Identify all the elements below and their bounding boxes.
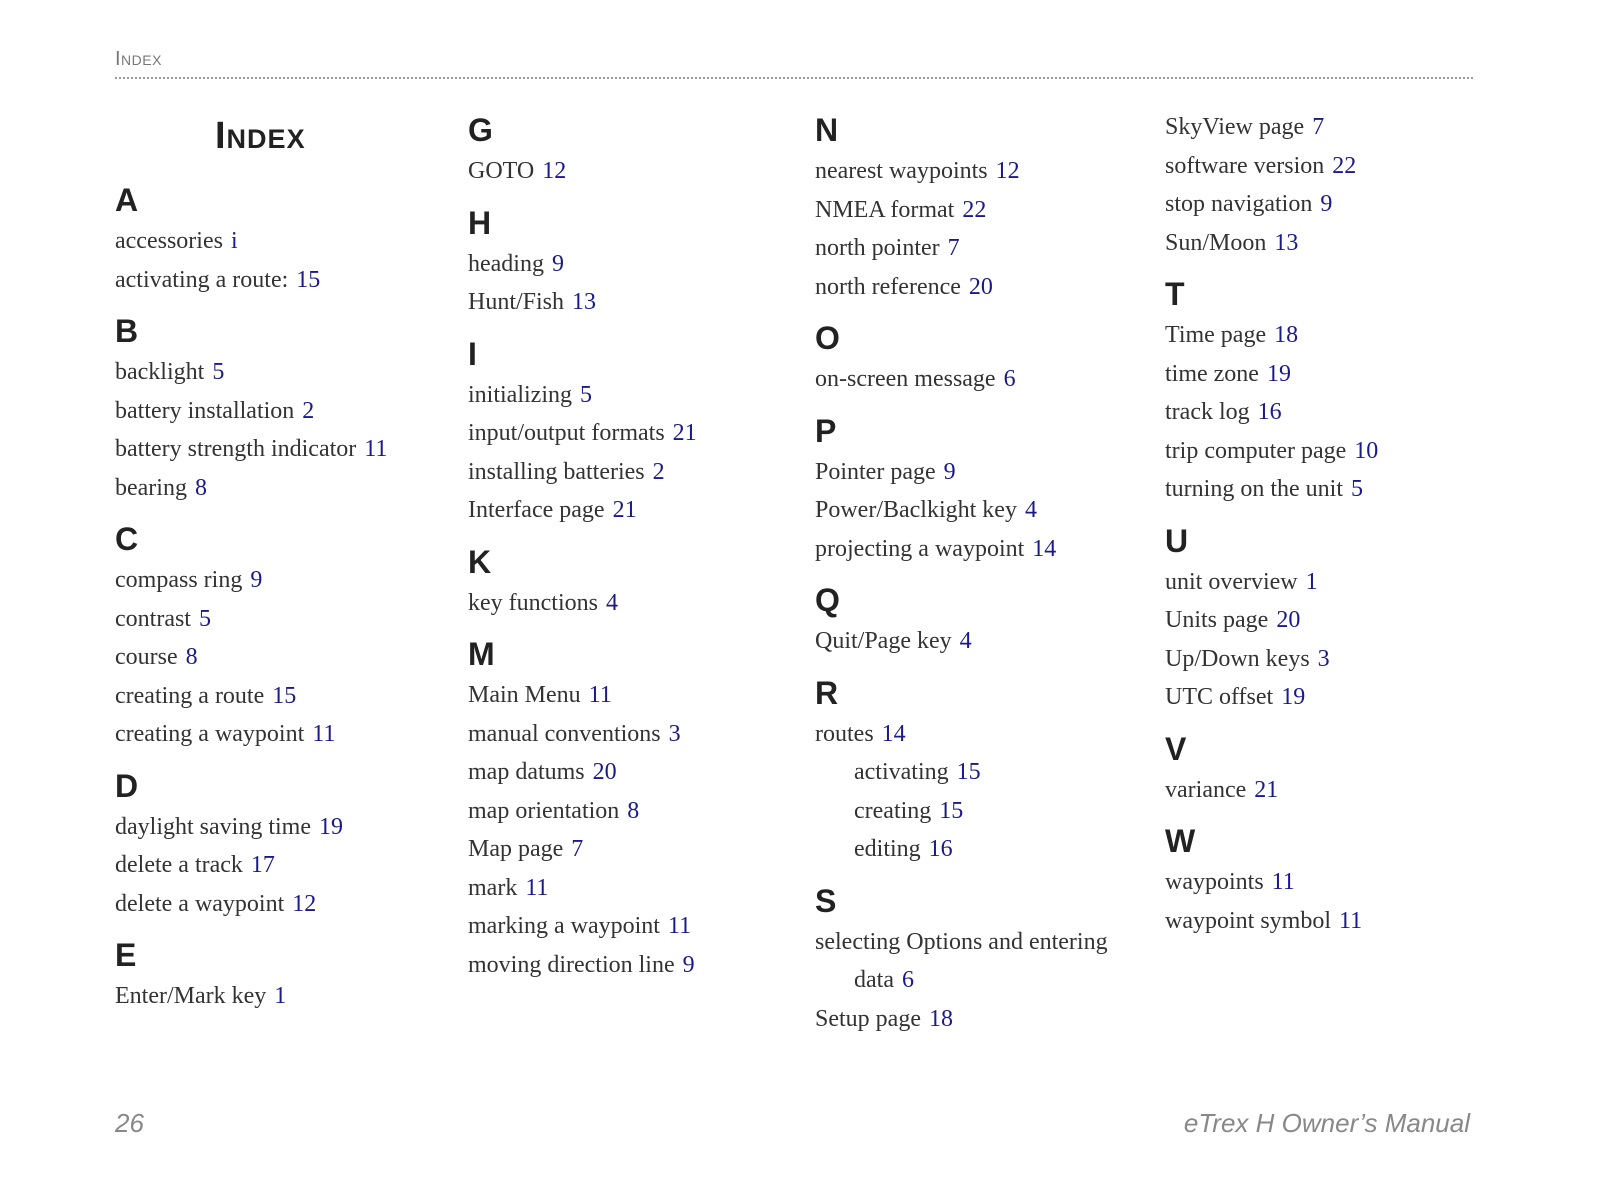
entry-page-link[interactable]: 21 [672,420,697,446]
index-section [815,409,1145,569]
index-entry [815,923,1145,962]
entry-term: Hunt/Fish [468,289,565,315]
index-entry [468,907,798,946]
section-letter: N [815,112,839,148]
section-letter: C [115,521,139,557]
section-letter: K [468,543,492,580]
entry-page-link[interactable]: 19 [318,813,343,840]
section-letter: M [468,636,495,672]
entry-page-link[interactable]: 17 [250,852,275,878]
entry-page-link[interactable]: 4 [959,628,972,654]
entry-term: waypoint symbol [1165,907,1331,934]
entry-term: GOTO [468,158,535,184]
index-entry [468,946,798,985]
index-column-3 [815,108,1145,1048]
entry-page-link[interactable]: 12 [542,158,567,184]
entry-page-link[interactable]: 15 [939,797,964,824]
index-section [1165,727,1495,810]
index-entry [815,961,1145,1000]
entry-term: north reference [815,273,961,300]
entry-page-link[interactable]: i [230,228,238,254]
index-entry [815,229,1145,268]
entry-term: installing batteries [468,458,645,485]
index-section [115,178,445,299]
entry-page-link[interactable]: 11 [1271,869,1295,895]
index-entry [468,491,798,530]
entry-term: time zone [1165,360,1259,387]
entry-term: UTC offset [1165,684,1274,710]
entry-term: Units page [1165,607,1269,633]
section-letter: P [815,412,837,449]
index-entry [1165,224,1495,263]
index-entry [1165,185,1495,224]
entry-term: compass ring [115,567,243,593]
section-letter: G [468,112,493,148]
entry-term: Interface page [468,497,605,523]
entry-term: accessories [115,228,223,254]
entry-term: backlight [115,359,205,385]
index-column-1 [115,108,445,1026]
entry-page-link[interactable]: 14 [881,720,906,747]
index-entry [1165,470,1495,509]
entry-term: marking a waypoint [468,913,660,939]
entry-term: battery installation [115,397,295,424]
entry-term: bearing [115,474,187,501]
entry-page-link[interactable]: 5 [212,359,225,385]
entry-page-link[interactable]: 22 [1332,152,1357,179]
entry-page-link[interactable]: 20 [592,759,617,785]
running-head: Index [115,48,162,70]
entry-term: creating a route [115,682,265,709]
index-entry [1165,355,1495,394]
index-entry [115,392,445,431]
entry-term: creating a waypoint [115,721,305,747]
index-entry [115,846,445,885]
index-section [115,764,445,924]
entry-term: stop navigation [1165,191,1313,217]
index-entry [815,491,1145,530]
entry-page-link[interactable]: 15 [956,759,981,785]
entry-term: waypoints [1165,869,1264,895]
index-column-2 [468,108,798,994]
index-entry [115,469,445,508]
entry-term: map orientation [468,797,620,824]
entry-term: contrast [115,605,191,632]
entry-page-link[interactable]: 10 [1354,437,1379,464]
entry-term: Up/Down keys [1165,645,1310,672]
entry-term: delete a waypoint [115,890,285,917]
entry-page-link[interactable]: 18 [1274,322,1299,348]
index-entry [468,584,798,623]
index-section [115,933,445,1016]
entry-term: unit overview [1165,568,1298,595]
entry-page-link[interactable]: 20 [1276,607,1301,633]
index-entry [1165,147,1495,186]
index-entry [468,869,798,908]
entry-term: variance [1165,776,1247,803]
index-section [815,578,1145,661]
index-section [468,540,798,623]
entry-page-link[interactable]: 22 [962,196,987,223]
index-section [468,201,798,322]
index-entry [815,715,1145,754]
index-section [115,517,445,754]
entry-term: moving direction line [468,951,675,978]
entry-page-link[interactable]: 16 [928,836,953,862]
section-letter: S [815,882,837,919]
entry-page-link[interactable]: 13 [572,289,597,315]
section-letter: W [1165,823,1196,859]
entry-term: battery strength indicator [115,436,357,462]
section-letter: R [815,674,839,711]
index-entry [815,753,1145,792]
entry-term: nearest waypoints [815,158,988,184]
entry-term: delete a track [115,852,243,878]
entry-term: daylight saving time [115,813,311,840]
index-section [815,108,1145,306]
entry-term: Power/Baclkight key [815,497,1017,523]
entry-term: Pointer page [815,458,936,485]
entry-page-link[interactable]: 11 [667,913,692,939]
index-entry [815,191,1145,230]
entry-term: creating [854,797,932,824]
section-letter: U [1165,522,1189,559]
entry-page-link[interactable]: 11 [525,874,549,901]
index-entry [115,353,445,392]
index-entry [468,676,798,715]
index-entry [468,453,798,492]
entry-page-link[interactable]: 2 [302,397,315,424]
entry-page-link[interactable]: 16 [1257,399,1282,425]
index-entry [1165,640,1495,679]
entry-page-link[interactable]: 5 [198,605,211,632]
index-section [1165,819,1495,940]
entry-page-link[interactable]: 19 [1266,360,1291,387]
index-entry [468,376,798,415]
index-entry [115,638,445,677]
entry-page-link[interactable]: 15 [296,266,321,293]
entry-term: Setup page [815,1005,921,1032]
entry-term: data [854,967,894,993]
entry-page-link[interactable]: 8 [627,797,640,824]
index-section [815,879,1145,1039]
index-entry [1165,393,1495,432]
index-entry [468,830,798,869]
section-letter: V [1165,730,1187,767]
entry-page-link[interactable]: 9 [943,458,956,485]
index-entry [1165,432,1495,471]
section-letter: D [115,767,139,804]
entry-page-link[interactable]: 11 [1339,907,1363,934]
entry-term: track log [1165,399,1250,425]
index-entry [468,152,798,191]
entry-page-link[interactable]: 4 [1024,497,1037,523]
footer-page-number: 26 [115,1108,144,1138]
index-entry [815,1000,1145,1039]
entry-term: initializing [468,381,572,408]
index-section [1165,519,1495,717]
index-section [115,309,445,507]
entry-term: trip computer page [1165,437,1347,464]
entry-term: software version [1165,152,1325,179]
index-entry [115,222,445,261]
entry-page-link[interactable]: 8 [185,644,198,670]
entry-term: heading [468,250,544,277]
index-entry [1165,108,1495,147]
section-letter: T [1165,276,1185,312]
index-entry [468,792,798,831]
footer-manual-title: eTrex H Owner’s Manual [1183,1108,1470,1138]
entry-page-link[interactable]: 9 [551,250,564,277]
index-section [815,316,1145,399]
index-section [468,332,798,530]
entry-term: editing [854,836,921,862]
index-entry [468,753,798,792]
index-entry [1165,771,1495,810]
index-entry [468,283,798,322]
section-letter: E [115,937,137,973]
entry-page-link[interactable]: 7 [1312,114,1325,140]
index-entry [815,453,1145,492]
index-entry [815,830,1145,869]
index-entry [815,152,1145,191]
entry-page-link[interactable]: 5 [579,381,592,408]
index-entry [468,715,798,754]
entry-page-link[interactable]: 20 [968,273,993,300]
entry-page-link[interactable]: 3 [1317,645,1330,672]
entry-page-link[interactable]: 13 [1274,229,1299,256]
index-section [1165,108,1495,262]
section-letter: I [468,335,477,372]
entry-term: input/output formats [468,420,665,446]
index-entry [468,245,798,284]
header-rule [115,77,1473,79]
entry-term: Map page [468,836,564,862]
index-entry [815,268,1145,307]
index-section [815,671,1145,869]
section-letter: A [115,182,139,218]
index-entry [815,530,1145,569]
entry-term: projecting a waypoint [815,535,1025,562]
entry-page-link[interactable]: 11 [588,682,612,708]
entry-term: activating a route: [115,266,289,293]
entry-page-link[interactable]: 12 [292,890,317,917]
entry-term: Main Menu [468,682,581,708]
index-entry [1165,863,1495,902]
section-letter: H [468,204,492,241]
index-entry [815,360,1145,399]
entry-page-link[interactable]: 11 [312,721,336,747]
entry-page-link[interactable]: 11 [364,436,388,462]
entry-term: Quit/Page key [815,628,952,654]
entry-page-link[interactable]: 3 [668,720,681,747]
entry-page-link[interactable]: 5 [1350,476,1363,502]
index-entry [1165,316,1495,355]
entry-page-link[interactable]: 7 [947,235,960,261]
page-title: Index [215,115,306,157]
index-column-4 [1165,108,1495,950]
entry-term: selecting Options and entering [815,928,1108,955]
index-entry [115,715,445,754]
section-letter: O [815,320,840,356]
index-section [468,108,798,191]
index-entry [1165,902,1495,941]
entry-page-link[interactable]: 9 [250,567,263,593]
entry-page-link[interactable]: 9 [1320,191,1333,217]
section-letter: Q [815,582,840,618]
index-columns [115,108,1515,1088]
index-entry [115,600,445,639]
entry-page-link[interactable]: 14 [1032,535,1057,562]
entry-term: turning on the unit [1165,476,1343,502]
index-section [468,632,798,984]
entry-term: manual conventions [468,720,661,747]
entry-term: Sun/Moon [1165,229,1267,256]
index-entry [115,261,445,300]
entry-page-link[interactable]: 21 [1254,776,1279,803]
index-entry [1165,601,1495,640]
entry-page-link[interactable]: 6 [1003,366,1016,392]
index-entry [1165,678,1495,717]
entry-page-link[interactable]: 2 [652,458,665,485]
entry-term: mark [468,874,518,901]
entry-page-link[interactable]: 1 [1305,568,1318,595]
entry-term: routes [815,720,874,747]
index-entry [115,885,445,924]
entry-term: NMEA format [815,196,955,223]
entry-page-link[interactable]: 4 [605,589,618,616]
entry-page-link[interactable]: 9 [682,951,695,978]
entry-term: on-screen message [815,366,996,392]
entry-page-link[interactable]: 1 [274,983,287,1009]
entry-term: course [115,644,178,670]
index-section [1165,272,1495,509]
index-entry [115,561,445,600]
entry-page-link[interactable]: 8 [194,474,207,501]
entry-term: map datums [468,759,585,785]
index-entry [115,808,445,847]
index-entry [115,977,445,1016]
index-entry [1165,563,1495,602]
entry-page-link[interactable]: 15 [272,682,297,709]
entry-page-link[interactable]: 19 [1281,684,1306,710]
entry-page-link[interactable]: 7 [571,836,584,862]
entry-page-link[interactable]: 18 [928,1005,953,1032]
entry-term: SkyView page [1165,114,1305,140]
section-letter: B [115,313,139,349]
index-entry [115,430,445,469]
entry-page-link[interactable]: 6 [901,967,914,993]
entry-page-link[interactable]: 21 [612,497,637,523]
index-entry [468,414,798,453]
entry-term: Time page [1165,322,1267,348]
entry-term: activating [854,759,949,785]
entry-term: key functions [468,589,598,616]
index-entry [115,677,445,716]
entry-page-link[interactable]: 12 [995,158,1020,184]
index-entry [815,792,1145,831]
index-entry [815,622,1145,661]
entry-term: north pointer [815,235,940,261]
entry-term: Enter/Mark key [115,983,267,1009]
